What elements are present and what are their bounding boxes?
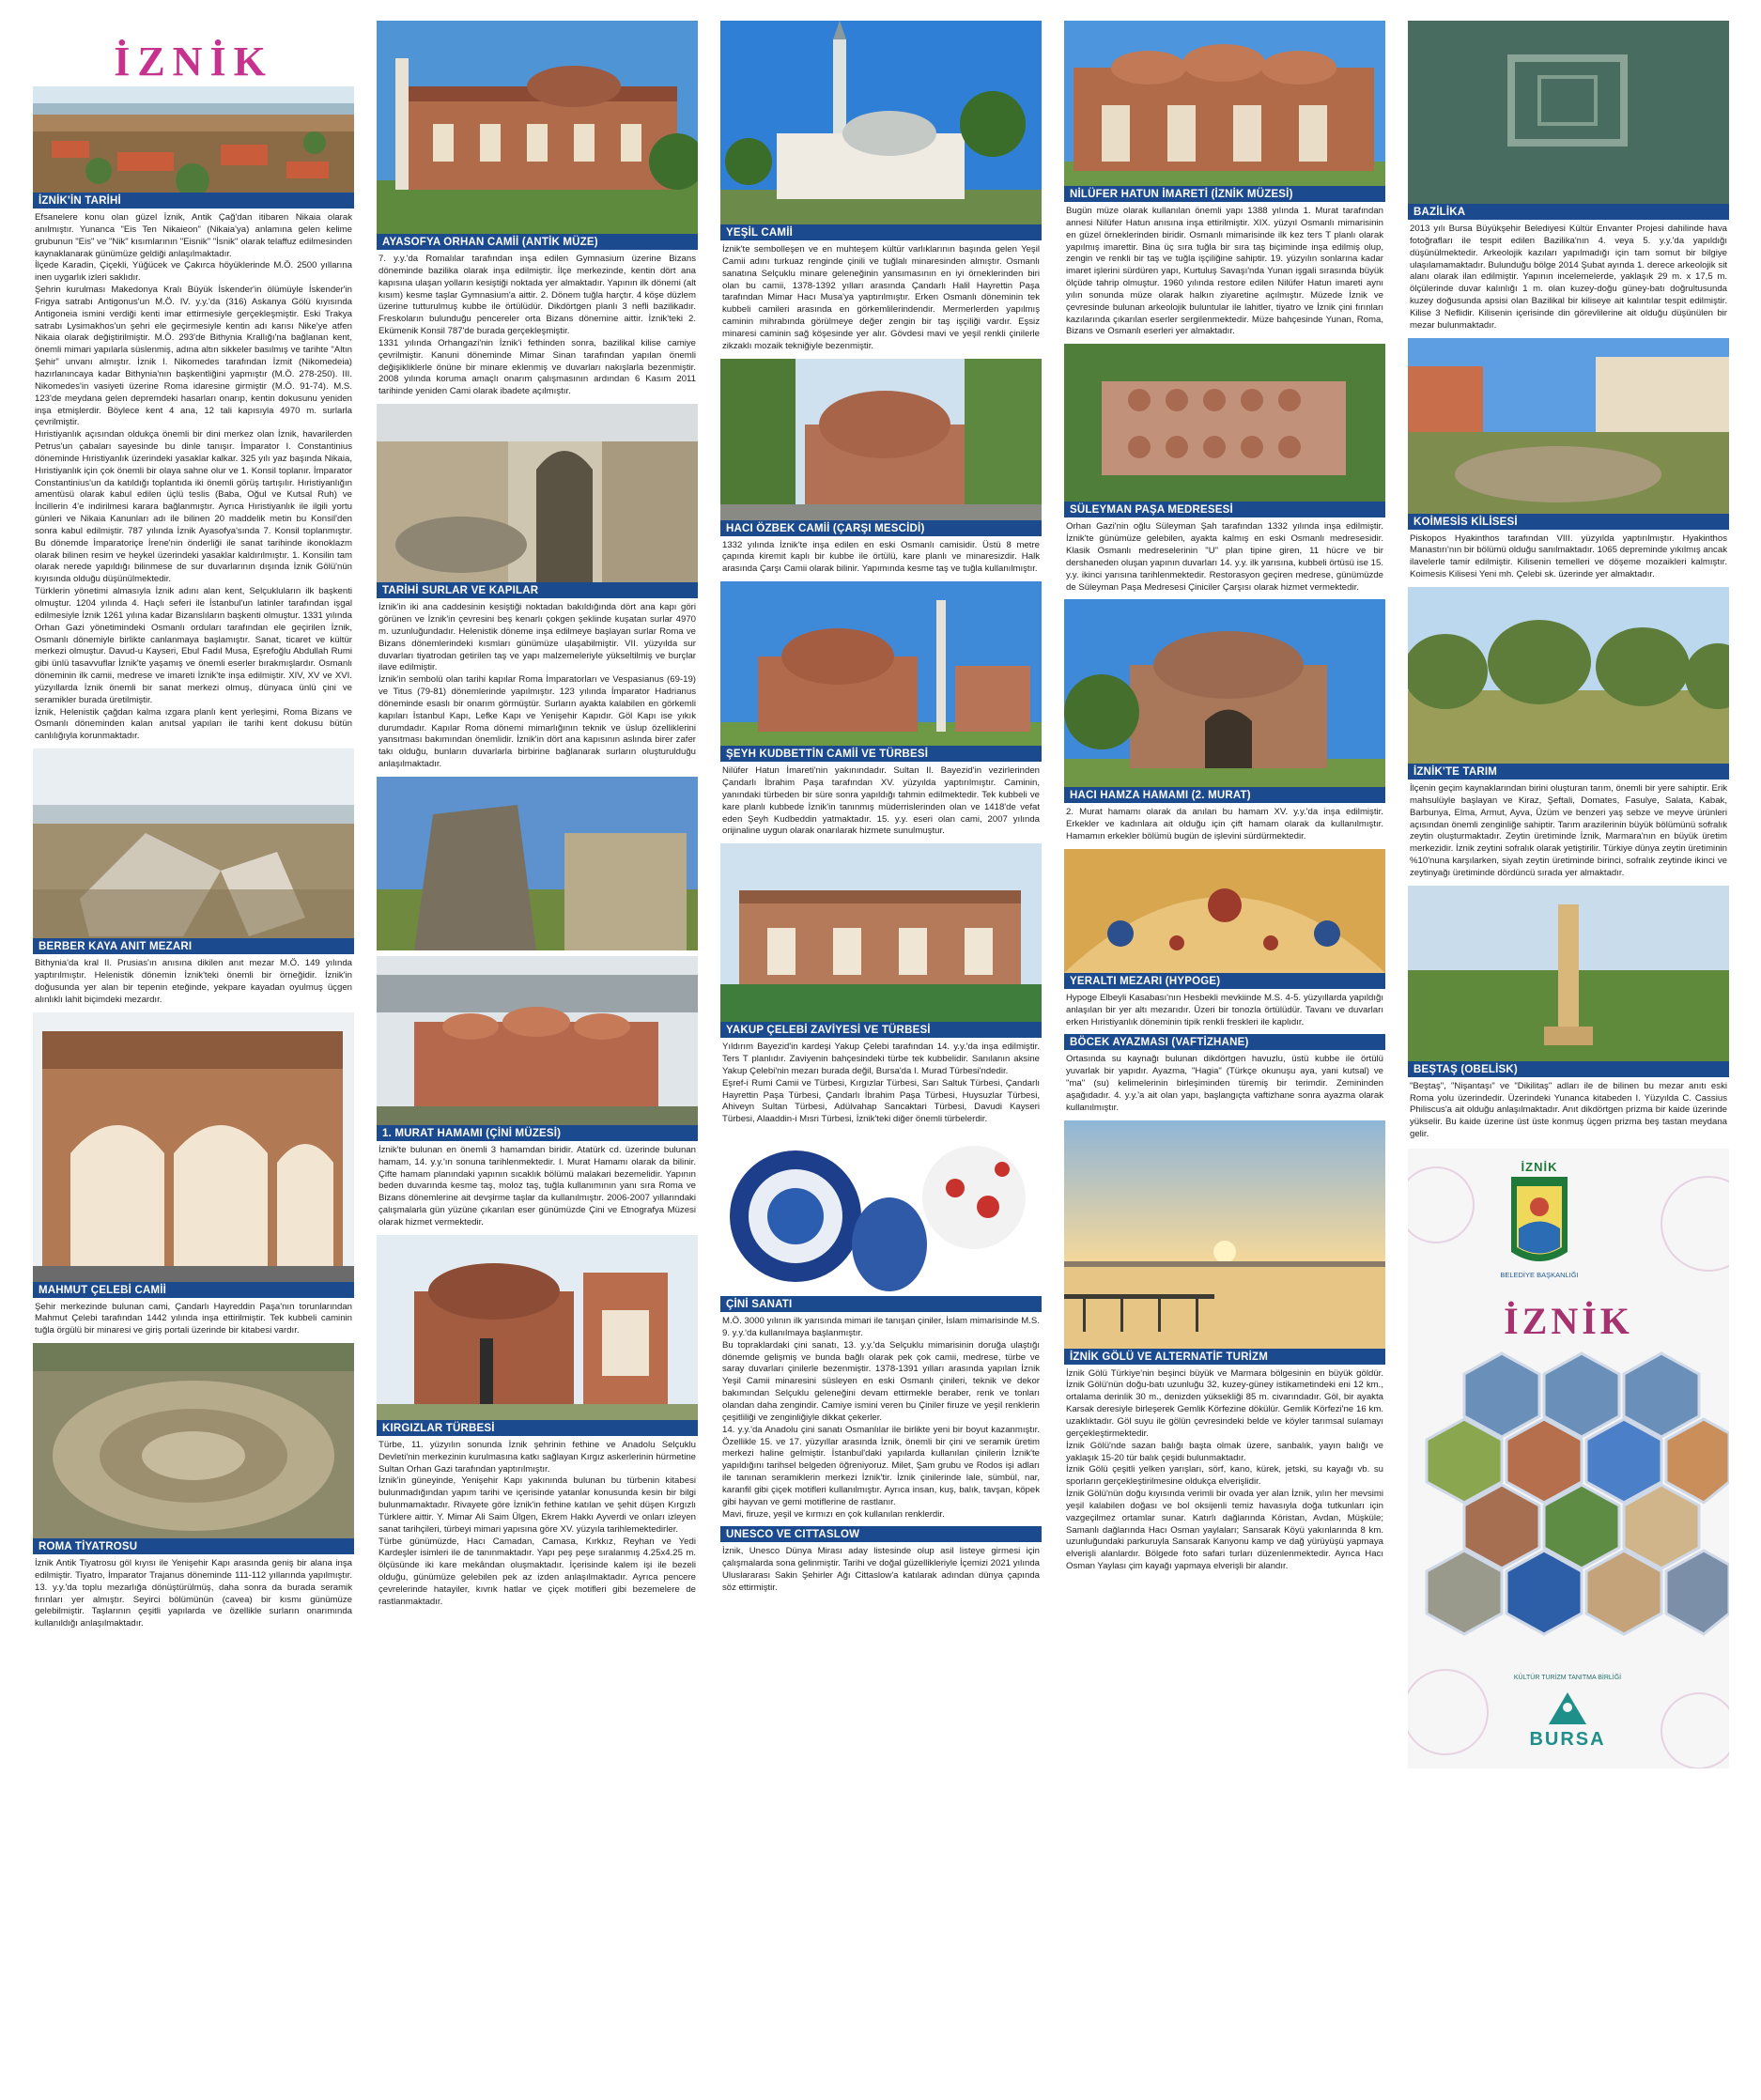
paragraph: Türbe günümüzde, Hacı Camadan, Camasa, Kırkkız, Reyhan ve Yedi Kardeşler isimleri ile de tanınmaktadır. Yapı peş peşe sıralanmış 4.25x4.25 m. ölçüsünde iki kare mekândan oluşmaktadır. İçerisinde kalem işi ile bezeli olduğu, günümüze gelebilen pek az izden anlaşılmaktadır. Ayrıca pencere çevrelerinde hatayiler, kıvrık hatlar ve çiçek motifleri gibi bezemelere de rastlanmaktadır.: [378, 1536, 696, 1607]
paragraph: Türbe, 11. yüzyılın sonunda İznik şehrinin fethine ve Anadolu Selçuklu Devleti'nin merkezinin kurulmasına katkı sağlayan Kırgız askerlerinin hürmetine Sultan Orhan Gazi tarafından yaptırılmıştır.: [378, 1439, 696, 1475]
paragraph: İznik Antik Tiyatrosu göl kıyısı ile Yenişehir Kapı arasında geniş bir alana inşa edilmiştir. Tiyatro, İmparator Trajanus döneminde 111-112 yıllarında yapılmıştır. 13. y.y.'da toplu mezarlığa dönüştürülmüş, daha sonra da burada seramik fırınları yer almıştır. Seyirci bölümünün (cavea) bir kısmı günümüze gelebilmiştir. Taşlarının çeşitli yapılarda ve özellikle surların onarımında kullanıldığı anlaşılmaktadır.: [35, 1558, 352, 1629]
cini-sanati-text: [722, 1316, 1040, 1521]
yesil-camii-text: [722, 244, 1040, 353]
section-title: TARİHİ SURLAR VE KAPILAR: [377, 582, 698, 598]
bestas-photo: [1408, 886, 1729, 1061]
section-title: İZNİK'İN TARİHİ: [33, 193, 354, 208]
berber-kaya-photo: [33, 749, 354, 938]
seyh-kudbettin-text: [722, 765, 1040, 838]
surlar-detail-photo: [377, 777, 698, 950]
ayasofya-text: [378, 254, 696, 398]
paragraph: 2. Murat hamamı olarak da anılan bu hamam XV. y.y.'da inşa edilmiştir. Erkekler ve kadınlara ait olduğu için çift hamam olarak da kullanılmıştır. Hamamın erkekler bölümü bugün de işlevini sürdürmektedir.: [1066, 807, 1383, 842]
paragraph: İznik Gölü Türkiye'nin beşinci büyük ve Marmara bölgesinin en büyük göldür. İznik Gölü'nün doğu-batı uzunluğu 32, kuzey-güney istikametindeki eni 12 km., ortalama derinlik 30 m., denizden yüksekliği 85 m. civarındadır. Göl, bir ayakta Karsak deresiyle birleşerek Gemlik Körfezine dökülür. Gemlik Körfezi'ne 16 km. uzaklıktadır. Göl suyu ile gölün çevresindeki belde ve köyler tarımsal sulamayı gerçekleştirmektedir.: [1066, 1367, 1383, 1439]
section-title: SÜLEYMAN PAŞA MEDRESESİ: [1064, 502, 1385, 517]
section-title: BERBER KAYA ANIT MEZARI: [33, 938, 354, 954]
section-title: KOİMESİS KİLİSESİ: [1408, 514, 1729, 530]
union-emblem: [1492, 1689, 1643, 1726]
iznik-golu-text: [1066, 1368, 1383, 1573]
yakup-celebi-photo: [720, 843, 1042, 1022]
paragraph: Bu topraklardaki çini sanatı, 13. y.y.'da Selçuklu mimarisinin doruğa ulaştığı dönemde gelişmiş ve bunda bağlı olarak pek çok camii, medrese, türbe ve saray duvarları çinilerle bezenmiştir. 1378-1391 yılları arasında yapılan İznik Yeşil Camii minaresini süsleyen en eski Osmanlı çinileri, teknik ve dekor bakımından Selçuklu geleneğini devam ettirmekle beraber, renk ve tonları olandan daha zengindir. Camiye ismini veren bu Çiniler firuze ve yeşil renklerin çeşitliliği ve zenginliğiyle dikkat çekerler.: [722, 1339, 1040, 1423]
paragraph: "Beştaş", "Nişantaşı" ve "Dikilitaş" adları ile de bilinen bu mezar anıtı eski Roma yolu üzerindedir. Üzerindeki Yunanca kitabeden I. Yüzyılda C. Cassius Philiscus'a ait olduğu anlaşılmaktadır. Anıt dikdörtgen prizma bir kaide üzerinde yükselir. Bu kaide üzerine üst üste konmuş üçgen prizma beş tastan meydana gelir.: [1410, 1080, 1727, 1140]
bestas-text: [1410, 1081, 1727, 1141]
bocek-text: [1066, 1054, 1383, 1114]
koimesis-photo: [1408, 338, 1729, 514]
kirgizlar-text: [378, 1440, 696, 1609]
murat-hamami-photo: [377, 956, 698, 1125]
paragraph: İlçenin geçim kaynaklarından birini oluşturan tarım, önemli bir yere sahiptir. Erik mahsulüyle başlayan ve Kiraz, Şeftali, Domates, Fasulye, Salata, Kabak, Barbunya, Elma, Armut, Ayva, Üzüm ve benzeri yaş sebze ve meyve ürünleri açısından önemli zenginliğe sahiptir. Tarım arazilerinin büyük bölümünü sofralık zeytin oluşturmaktadır. Zeytin üretiminde İznik, Marmara'nın en büyük üretim merkezidir. İznik zeytini sofralık olarak yetiştirilir. Türkiye dünya zeytin üretiminin %10'nuna karşılarken, siyah zeytin üretiminde birinci, sofralık zeytinde ikinci ve zeytinyağı üretiminde dördüncü sırada yer almaktadır.: [1410, 782, 1727, 878]
kirgizlar-photo: [377, 1235, 698, 1420]
haci-ozbek-text: [722, 540, 1040, 577]
paragraph: İznik'in sembolü olan tarihi kapılar Roma İmparatorları ve Vespasianus (69-19) ve Titus (79-81) dönemlerinde yapılmıştır. 123 yılında İmparator Hadrianus döneminde esaslı bir onarım görmüştür. Surların ayakta kalabilen en görkemli kapıları İstanbul Kapı, Lefke Kapı ve Yenişehir Kapıdır. Göl Kapı ise yıkık durumdadır. Kapılar Roma dönemi mimarlığının teknik ve üslup özelliklerini yansıtması bakımından önemlidir. İznik'in dört ana kapısının aslında birer zafer takı olduğu, bunların duvarlarla birbirine bağlanarak surların oluşturulduğu anlaşılmaktadır.: [378, 674, 696, 770]
paragraph: Şehir merkezinde bulunan cami, Çandarlı Hayreddin Paşa'nın torunlarından Mahmut Çelebi tarafından 1442 yılında inşa ettirilmiştir. Tek kubbeli caminin tuğla örgülü bir minaresi ve giriş portali üzerinde bir kitabesi vardır.: [35, 1301, 352, 1336]
paragraph: İznik, Helenistik çağdan kalma ızgara planlı kent yerleşimi, Roma Bizans ve Osmanlı döneminden kalan anıtsal yapıları ile tarihi kent dokusu bütün canlılığıyla korunmaktadır.: [35, 706, 352, 742]
paragraph: Hypoge Elbeyli Kasabası'nın Hesbekli mevkiinde M.S. 4-5. yüzyıllarda yapıldığı anlaşılan bir yer altı mezarıdır. Üzeri bir tonozla örtülüdür. Tavanı ve duvarları erken Hıristiyanlık döneminin tipik renkli freskleri ile kaplıdır.: [1066, 992, 1383, 1027]
cini-photo: [720, 1132, 1042, 1296]
paragraph: İznik'in güneyinde, Yenişehir Kapı yakınında bulunan bu türbenin kitabesi bulunmadığından yapım tarihi ve içerisinde yatanlar konusunda kesin bir bilgi bulunmamaktadır. Rivayete göre İznik'in fethine katılan ve şehit düşen Kırgızlı Türklere aittir. Y. Mimar Ali Saim Ülgen, Ekrem Hakkı Ayverdi ve onları izleyen sanat tarihçileri, türbeyi mimari yapısına göre XV. yüzyıla tarihlemektedirler.: [378, 1475, 696, 1535]
mahmut-celebi-photo: [33, 1012, 354, 1282]
section-title: BÖCEK AYAZMASI (VAFTİZHANE): [1064, 1034, 1385, 1050]
nilufer-hatun-text: [1066, 206, 1383, 338]
bazilika-photo: [1408, 21, 1729, 204]
section-title: AYASOFYA ORHAN CAMİİ (ANTİK MÜZE): [377, 234, 698, 250]
paragraph: Bugün müze olarak kullanılan önemli yapı 1388 yılında 1. Murat tarafından annesi Nilüfer Hatun anısına inşa ettirilmiştir. XIX. yüzyıl Osmanlı mimarisinin en güzel örneklerinden biridir. Osmanlı mimarisinde ilk kez ters T planlı olarak yapılmış imarettir. Bina üç sıra tuğla bir sıra taş biçiminde inşa edilmiş olup, zengin ve renkli bir taş ve tuğla işçiliğine sahiptir. 19. yüzyılın sonlarına kadar imaret işlerini sürdüren yapı, Kurtuluş Savaşı'nda Yunan işgali sırasında büyük ölçüde tahrip olmuştur. 1960 yılında restore edilen Nilüfer Hatun imareti aynı yılın sonunda müze olarak halkın ziyaretine açılmıştır. Müzede İznik ve çevresinde bulunan arkeolojik buluntular ile lahitler, tiyatro ve İznik çini fırınları kazılarında çıkarılan eserler sergilenmektedir. Müze bahçesinde Yunan, Roma, Bizans ve Osmanlı eserleri yer almaktadır.: [1066, 206, 1383, 337]
yesil-camii-photo: [720, 21, 1042, 224]
paragraph: Orhan Gazi'nin oğlu Süleyman Şah tarafından 1332 yılında inşa edilmiştir. İznik'te günümüze gelebilen, ayakta kalmış en eski Osmanlı medresesidir. Klasik Osmanlı medreselerinin "U" plan tipine giren, 11 hücre ve bir dershaneden oluşan yapının duvarları 14. y.y. ilk yarısına, kubbeli örtüsü ise 15. y.y. ikinci yarısına tarihlenmektedir. Restorasyon geçiren medrese, günümüzde de Süleyman Paşa Medresesi Çiniciler Çarşısı olarak hizmet vermektedir.: [1066, 521, 1383, 593]
iznik-golu-photo: [1064, 1120, 1385, 1349]
paragraph: İlçede Karadin, Çiçekli, Yüğücek ve Çakırca höyüklerinde M.Ö. 2500 yıllarına inen uygarlık izleri saklıdır.: [35, 260, 352, 284]
paragraph: Efsanelere konu olan güzel İznik, Antik Çağ'dan itibaren Nikaia olarak anılmıştır. Yunanca "Eis Ten Nikaieon" (Nikaia'ya) anlamına gelen kelime grubunun "Eis" ve "Nik" kısımlarının "Eisnik" "İsnik" olarak telaffuz edilmesinden kaynaklanarak günümüze geldiği anlaşılmaktadır.: [35, 212, 352, 259]
section-title: ROMA TİYATROSU: [33, 1538, 354, 1554]
union-name: KÜLTÜR TURİZM TANITMA BİRLİĞİ: [1513, 1674, 1622, 1681]
paragraph: Mavi, firuze, yeşil ve kırmızı en çok kullanılan renklerdir.: [722, 1508, 945, 1520]
column-5: [1408, 21, 1729, 1768]
iznik-history-text: [35, 212, 352, 743]
haci-ozbek-photo: [720, 359, 1042, 520]
tarim-photo: [1408, 587, 1729, 764]
berber-kaya-text: [35, 958, 352, 1006]
logo-panel: [1408, 1149, 1729, 1768]
section-title: YERALTI MEZARI (HYPOGE): [1064, 973, 1385, 989]
section-title: BAZİLİKA: [1408, 204, 1729, 220]
paragraph: 7. y.y.'da Romalılar tarafından inşa edilen Gymnasium üzerine Bizans döneminde bazilika olarak inşa edilmiştir. İlçe merkezinde, kentin dört ana kapısına ulaşan yolların kesiştiği noktada yer almaktadır. Yapının ilk dönemi (alt kısım) kesme taşlar Gymnasium'a aittir. 2. Dönem tuğla harçtır. 4 köşe düzlem üzerine tutturulmuş kubbe ile örtülüdür. Dikdörtgen planlı 3 nefli bazilikadır. Freskoların bulunduğu pencereler orta Bizans dönemine aittir. İznik'teki 2. Ekümenik Konsil 787'de burada gerçekleşmiştir.: [378, 254, 696, 337]
section-title: 1. MURAT HAMAMI (ÇİNİ MÜZESİ): [377, 1125, 698, 1141]
paragraph: İznik'in iki ana caddesinin kesiştiği noktadan bakıldığında dört ana kapı göri görünen ve İznik'in çevresini beş kenarlı çokgen şeklinde kuşatan surlar 4970 m. uzunluğundadır. Helenistik döneme inşa edilmeye başlayan surlar Roma ve Bizans dönemlerindeki kısmları günümüze ulaşabilmiştir. VII. yüzyılda sur duvarları tiyatrodan getirilen taş ve yapı malzemeleriyle yükseltilmiş ve burçlar ilave edilmiştir.: [378, 602, 696, 673]
hypoge-text: [1066, 993, 1383, 1029]
paragraph: Yıldırım Bayezid'in kardeşi Yakup Çelebi tarafından 14. y.y.'da inşa edilmiştir. Ters T planlıdır. Zaviyenin bahçesindeki türbe tek kubbelidir. Sanılanın aksine Yakup Çelebi'nin mezarı burada değil, Bursa'da I. Murad Türbesi'ndedir.: [722, 1042, 1040, 1076]
section-title: YAKUP ÇELEBİ ZAVİYESİ VE TÜRBESİ: [720, 1022, 1042, 1038]
section-title: BEŞTAŞ (OBELİSK): [1408, 1061, 1729, 1077]
cover-title: İZNİK: [114, 39, 273, 85]
yakup-celebi-text: [722, 1042, 1040, 1126]
union-city: BURSA: [1529, 1728, 1606, 1750]
suleyman-pasa-text: [1066, 521, 1383, 594]
hypoge-photo: [1064, 849, 1385, 973]
paragraph: Şehrin kurulması Makedonya Kralı Büyük İskender'in ölümüyle İskender'in Frigya satrabı Antigonus'un M.Ö. IV. y.y.'da (316) Askanya Gölü kıyısında Antigoneia ismini verdiği kenti imar ettirmesiyle gerçekleşmiştir. Eski Trakya satrabı Lysimakhos'un şehri ele geçirmesiyle kentin adı karısı Nike'ye atfen Nikaia olarak değiştirilmiştir. M.Ö. 293'de Bithynia Krallığı'na bağlanan kent, önemli mimari yapılarla süslenmiş, adına altın sikkeler basılmış ve tarihte "Altın Şehir" unvanı almıştır. İznik I. Nikomedes tarafından İzmit (Nikomedeia) hazırlanıncaya kadar Bithynia'nın başkentliğini yapmıştır (M.Ö. 278-250). III. Nikomedes'in vasiyeti üzerine Roma idaresine girmiştir (M.Ö. 91-74). M.S. 123'de meydana gelen depremdeki hasarları onarıp, kentin dokusunu yeniden inşa etmişlerdir. Böylece kent 4 ana, 12 tali kapısıyla 4970 m. surlarla çevrilmiştir.: [35, 285, 352, 428]
paragraph: Nilüfer Hatun İmareti'nin yakınındadır. Sultan II. Bayezid'in vezirlerinden Çandarlı İbrahim Paşa tarafından XV. yüzyılda yaptırılmıştır. Caminin, yanındaki türbeden bir süre sonra yapıldığı tahmin edilmektedir. Tek kubbeli ve kare planlı kubbede İznik'in tanınmış müderrislerinden olan ve 1418'de vefat eden Şeyh Kudbeddin yatmaktadır. 15. y.y. eseri olan cami, 2007 yılında orijinaline uygun olarak onarılarak hizmete sunulmuştur.: [722, 765, 1040, 837]
paragraph: 1331 yılında Orhangazi'nin İznik'i fethinden sonra, bazilikal kilise camiye çevrilmiştir. Kanuni döneminde Mimar Sinan tarafından yapılan önemli değişikliklerle önüne bir minare eklenmiş ve duvarları nakışlarla bezenmiştir. 2008 yılında koruma amaçlı onarım çalışmasının ardından 6 Kasım 2011 tarihinde yeniden Cami olarak ibadete açılmıştır.: [378, 337, 696, 397]
municipality-subtitle: BELEDİYE BAŞKANLIĞI: [1500, 1270, 1579, 1279]
ayasofya-photo: [377, 21, 698, 234]
section-title: HACI ÖZBEK CAMİİ (ÇARŞI MESCİDİ): [720, 520, 1042, 536]
section-title: NİLÜFER HATUN İMARETİ (İZNİK MÜZESİ): [1064, 186, 1385, 202]
surlar-photo: [377, 404, 698, 582]
paragraph: 2013 yılı Bursa Büyükşehir Belediyesi Kültür Envanter Projesi dahilinde hava fotoğrafları ile tespit edilen Bazilika'nın 4. veya 5. y.y.'da yapıldığı düşünülmektedir. Arkeolojik kazıları yapılmadığı için tam somut bir bilgiye ulaşılamamaktadır. Bulunduğu bölge 2014 Şubat ayında 1. derece arkeolojik sit alanı olarak ilan edilmiştir. Yapının incelemelerde, yaklaşık 29 m. x 17,5 m. ölçülerinde duvar kalınlığı 1 m. olan kuzey-doğu güney-batı doğrultusunda kuzey doğusunda apsisi olan Bazilikal bir kiliseye ait kalıntılar tespit edilmiştir. Kilise 3 Neflidir. Kilisenin içerisinde din görevlilerine ait olduğu düşünülen bir mezar bulunmaktadır.: [1410, 224, 1727, 331]
section-title: İZNİK'TE TARIM: [1408, 764, 1729, 780]
cover-photo: [33, 21, 354, 193]
suleyman-pasa-photo: [1064, 344, 1385, 502]
paragraph: 1332 yılında İznik'te inşa edilen en eski Osmanlı camisidir. Üstü 8 metre çapında kiremit kaplı bir kubbe ile örtülü, kare planlı ve minaresizdir. Halk arasında Çarşı Camii olarak bilinir. Yapımında kesme taş ve tuğla kullanılmıştır.: [722, 539, 1040, 575]
municipality-name: İZNİK: [1521, 1159, 1558, 1174]
paragraph: Eşref-i Rumi Camii ve Türbesi, Kırgızlar Türbesi, Sarı Saltuk Türbesi, Çandarlı Hayrettin Paşa Türbesi, Çandarlı İbrahim Paşa Türbesi, Huysuzlar Türbesi, Ahiveyn Sultan Türbesi, Adülvahap Sancaktari Türbesi, Davudi Kayseri Türbesi, Alaaddin-i Mısri Türbesi, İznik'teki diğer önemli türbelerdir.: [722, 1077, 1040, 1125]
paragraph: M.Ö. 3000 yılının ilk yarısında mimari ile tanışan çiniler, İslam mimarisinde M.S. 9. y.y.'da kullanılmaya başlanmıştır.: [722, 1316, 1040, 1338]
bazilika-text: [1410, 224, 1727, 332]
section-title: İZNİK GÖLÜ VE ALTERNATİF TURİZM: [1064, 1349, 1385, 1365]
seyh-kudbettin-photo: [720, 581, 1042, 746]
paragraph: Hıristiyanlık açısından oldukça önemli bir dini merkez olan İznik, havarilerden Petrus'un çabaları sayesinde bu dinle tanışır. İmparator I. Constantinius döneminde Hıristiyanlık üzerindeki yasaklar kalkar. 325 yılı yaz başında Nikaia, Hıristiyanlık için çok önemli bir olaya sahne olur ve 1. Konsil toplanır. İmparator Constantinius'un da katıldığı toplantıda iki önemli görüş tartışılır. Hıristiyanlığın amentüsü olarak kabul edilen üçlü teslis (Baba, Oğul ve Kutsal Ruh) ve İncillerin 4'e indirilmesi karara bağlanmıştır. Ayrıca Hıristiyanlık ile ilgili yortu günleri ve Nikaia Kanunları adı ile bilinen 20 maddelik metin bu Konsil'den sonra kabul edilmiştir. 787 yılında İznik Ayasofya'sında 7. Konsil toplanmıştır. Bu dönemde İmparatoriçe İrene'nin önderliği ile sanat tarihinde ikonoklazm olarak bilinen resim ve heykel üzerindeki yasaklar kaldırılmıştır. 1. Konsilin tam olarak nerede yapıldığı bilinmese de sur duvarlarının dışında İznik Gölü'nün kıyısında olduğu düşünülmektedir.: [35, 429, 352, 585]
paragraph: İznik Gölü'nde sazan balığı başta olmak üzere, sanbalık, yayın balığı ve yaklaşık 15-20 tür balık çeşidi bulunmaktadır.: [1066, 1440, 1383, 1463]
column-4: [1064, 21, 1385, 1579]
paragraph: Piskopos Hyakinthos tarafından VIII. yüzyılda yaptırılmıştır. Hyakinthos Manastırı'nın bir bölümü olduğu sanılmaktadır. 1065 depreminde yıkılmış ancak ilavelerle tamir edilmiştir. Kilisenin temelleri ve döşeme mozaikleri kalmıştır. Koimesis Kilisesi Yeni mh. Çelebi sk. üzerinde yer almaktadır.: [1410, 533, 1727, 580]
section-title: YEŞİL CAMİİ: [720, 224, 1042, 240]
section-title: ŞEYH KUDBETTİN CAMİİ VE TÜRBESİ: [720, 746, 1042, 762]
murat-hamami-text: [378, 1145, 696, 1229]
paragraph: Türklerin yönetimi almasıyla İznik adını alan kent, Selçukluların ilk başkenti olmuştur. 1204 yılında 4. Haçlı seferi ile İstanbul'un latinler tarafından işgal edilmesiyle İznik 1261 yılına kadar Bizanslıların başkenti olmuştur. 1331 yılında Orhan Gazi yönetimindeki Osmanlı orduları tarafından ele geçirilen İznik, Osmanlı dönemiyle birlikte canlanmaya başlamıştır. Sanat, ticaret ve kültür merkezi olmuştur. Davud-u Kayseri, Ebul Fadıl Musa, Eşrefoğlu Abdullah Rumi gibi ünlü tasavvuflar İznik'te yaşamış ve önemli eserler bırakmışlardır. Osmanlı döneminin ilk camii, medrese ve imareti İznik'te inşa edilmiştir. XIV, XV ve XVI. yüzyıllarda İznik önemli bir sanat merkezi olmuş, dünyaca ünlü çini ve seramikler burada üretilmiştir.: [35, 586, 352, 705]
paragraph: İznik'te sembolleşen ve en muhteşem kültür varlıklarının başında gelen Yeşil Camii adını turkuaz renginde çinili ve tuğlalı minaresinden almıştır. Osmanlı sanatına Selçuklu minare geleneğinin yansımasının en iyi örneklerinden biri olan bu camii, 1378-1392 yılları arasında Çandarlı Halil Hayrettin Paşa tarafından Mimar Hacı Musa'ya yaptırılmıştır. Erken Osmanlı döneminin tek kubbeli camileri arasında en görkemlilerindendir. Mermerlerden yapılmış caminin mihrabında görülmeye değer zengin bir taş işçiliği vardır. Eşsiz minaresi caminin sağ köşesinde yer alır. Gövdesi mavi ve yeşil renkli çinilerle zikzaklı mozaik tekniğiyle bezenmiştir.: [722, 244, 1040, 351]
tarim-text: [1410, 783, 1727, 880]
paragraph: İznik'te bulunan en önemli 3 hamamdan biridir. Atatürk cd. üzerinde bulunan hamam, 14. y.y.'ın sonuna tarihlenmektedir. I. Murat Hamamı olarak da bilinir. Çifte hamam planındaki yapının sıcaklık bölümü malakari bezemelidir. Yapının beden duvarında kesme taş, moloz taş, tuğla kullanımının yanı sıra Roma ve Bizans dönemlerine ait devşirme taşlar da kullanılmıştır. 2006-2007 yıllarındaki çalışmalarla gün yüzüne çıkarılan eser günümüzde Çini ve Etnografya Müzesi olarak hizmet vermektedir.: [378, 1144, 696, 1228]
column-1: [33, 21, 354, 1636]
column-3: [720, 21, 1042, 1600]
paragraph: 14. y.y.'da Anadolu çini sanatı Osmanlılar ile birlikte yeni bir boyut kazanmıştır. Özellikle 15. ve 17. yüzyıllar arasında İznik, önemli bir çini ve seramik üretim merkezi haline gelmiştir. İstanbul'daki yapılarda kullanılan çinilerin İznik'te yapıldığını tarihsel belgeden öğreniyoruz. Milet, Şam grubu ve Rodos işi adları ile tanınan seramiklerin merkezi İznik'tir. İznik çinilerinde lale, sümbül, nar, karanfil gibi çiçek motifleri kullanılmıştır. Ayrıca insan, kuş, balık, tavşan, köpek gibi hayvan ve gemi motiflerine de rastlanır.: [722, 1424, 1040, 1507]
roma-tiyatrosu-photo: [33, 1343, 354, 1538]
section-title: KIRGIZLAR TÜRBESİ: [377, 1420, 698, 1436]
section-title: UNESCO VE CITTASLOW: [720, 1526, 1042, 1542]
paragraph: İznik Gölü çeşitli yelken yarışları, sörf, kano, kürek, jetski, su kayağı vb. su sporların gerçekleştirilmesine oldukça elverişlidir.: [1066, 1464, 1383, 1488]
koimesis-text: [1410, 533, 1727, 581]
paragraph: Ortasında su kaynağı bulunan dikdörtgen havuzlu, üstü kubbe ile örtülü yuvarlak bir yapıdır. Ayazma, "Hagia" (Türkçe okunuşu aya, yani kutsal) ve "ma" (su) kelimelerinin birleşiminden türemiş bir terimdir. Zemininden aşağıdadır. 4. y.y.'a ait olan yapı, başlangıçta vaftizhane sonra ayazma olarak kullanılmıştır.: [1066, 1054, 1383, 1113]
paragraph: İznik, Unesco Dünya Mirası aday listesinde olup asil listeye girmesi için çalışmalarda sona gelinmiştir. Tarihi ve doğal güzellikleriyle İçemizi 2021 yılında Uluslararası Sakin Şehirler Ağı Cittaslow'a katılarak adından dünya çapında söz ettirmiştir.: [722, 1546, 1040, 1593]
column-2: [377, 21, 698, 1614]
section-title: MAHMUT ÇELEBİ CAMİİ: [33, 1282, 354, 1298]
section-title: HACI HAMZA HAMAMI (2. MURAT): [1064, 787, 1385, 803]
haci-hamza-text: [1066, 807, 1383, 843]
mahmut-celebi-text: [35, 1302, 352, 1338]
brand-wordmark: İZNİK: [1504, 1299, 1633, 1342]
unesco-text: [722, 1546, 1040, 1594]
roma-tiyatrosu-text: [35, 1558, 352, 1630]
section-title: ÇİNİ SANATI: [720, 1296, 1042, 1312]
paragraph: Bithynia'da kral II. Prusias'ın anısına dikilen anıt mezar M.Ö. 149 yılında yaptırılmıştır. Helenistik dönemin İznik'teki önemli bir örneğidir. İznik'in doğusunda yer alan bir tepenin eteğinde, yekpare kayadan oyulmuş üçgen alınlıklı lahit biçimdeki mezardır.: [35, 958, 352, 1005]
nilufer-hatun-photo: [1064, 21, 1385, 186]
surlar-text: [378, 602, 696, 771]
haci-hamza-photo: [1064, 599, 1385, 787]
paragraph: İznik Gölü'nün doğu kıyısında verimli bir ovada yer alan İznik, yılın her mevsimi yeşil kalabilen doğası ve bol oksijenli temiz havasıyla doğa tutkunları için vazgeçilmez ortamlar sunar. Katırlı dağlarında Köristan, Avdan, Müşküle; Samanlı dağlarında Hacı Osman yaylaları; Sansarak Köyü yakınlarında 8 km. uzunluğundaki parkuruyla Sansarak Kanyonu kamp ve dağ yürüyüşü yapmaya elverişli alanlardır. Bölgede foto safari turları düzenlenmektedir. Ayrıca Hacı Osman Yaylası çim kayağı yapmaya elverişli bir alandır.: [1066, 1489, 1383, 1572]
